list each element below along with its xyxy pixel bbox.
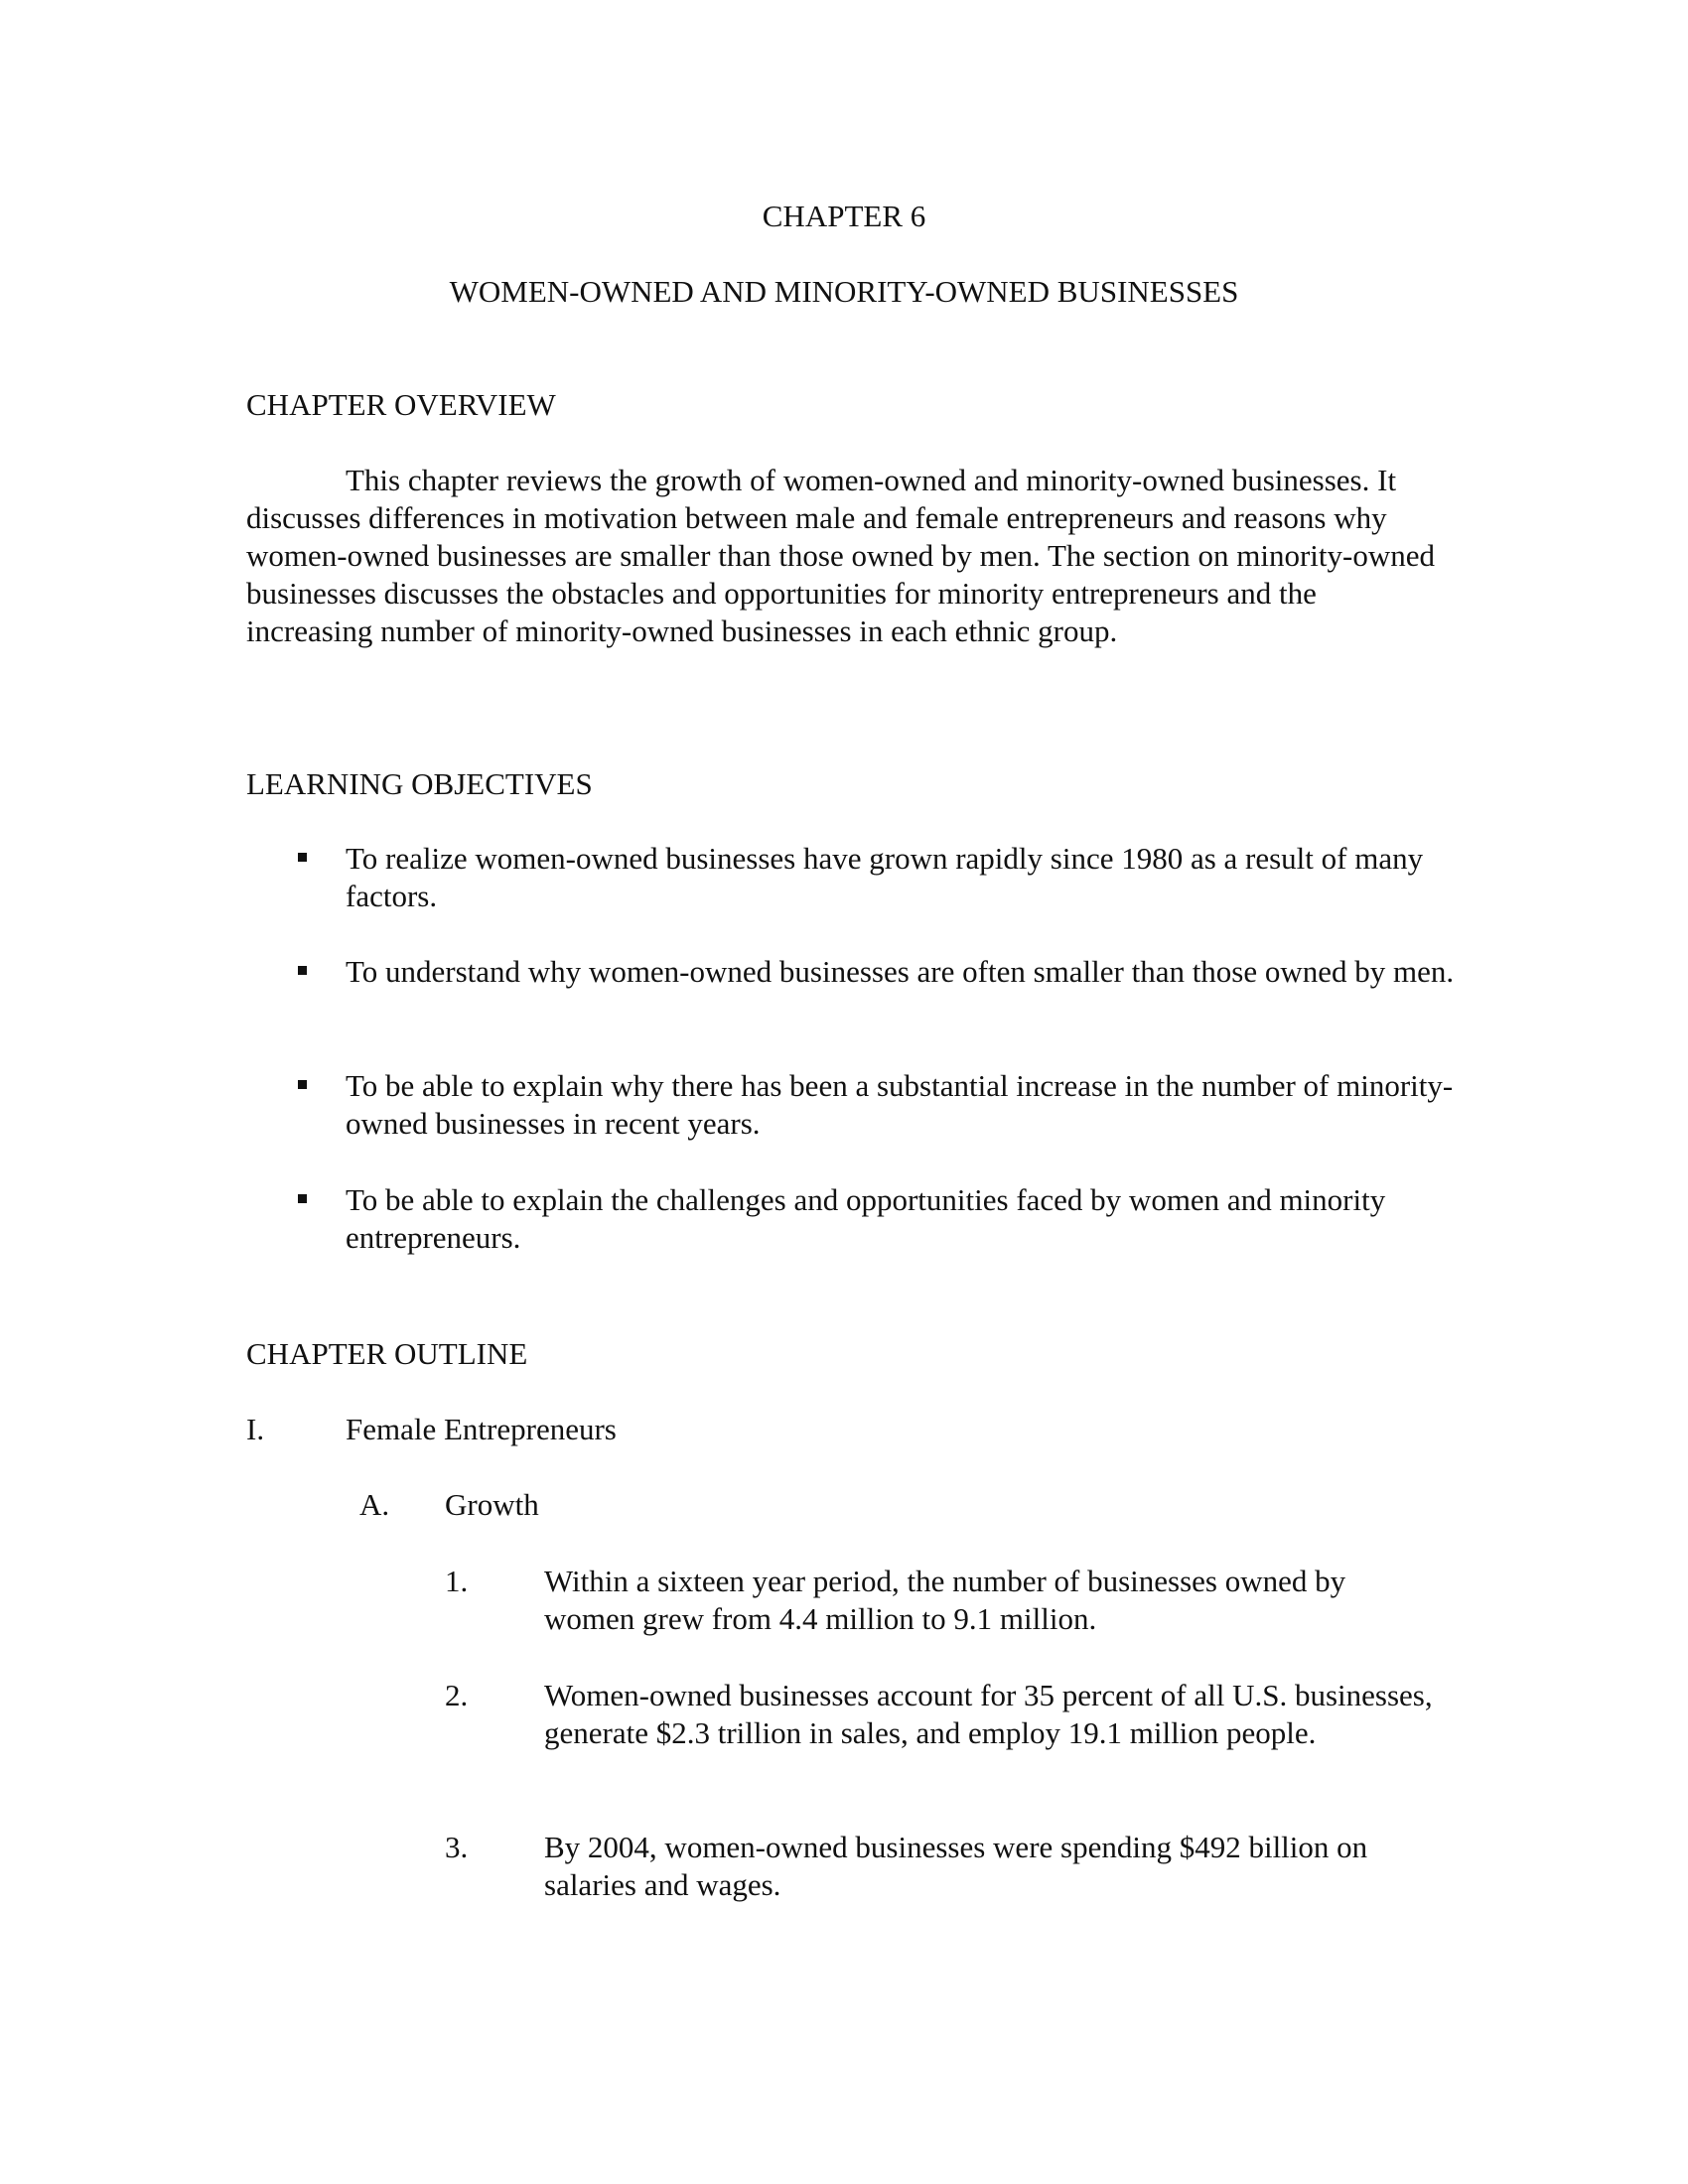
objective-text: To be able to explain why there has been a substantial increase in the number of minority-owned businesses in recent years. [346, 1068, 1454, 1141]
bullet-icon [298, 853, 307, 862]
bullet-icon [298, 1194, 307, 1203]
bullet-icon [298, 1080, 307, 1089]
bullet-icon [298, 966, 307, 975]
objective-text: To understand why women-owned businesses are often smaller than those owned by men. [346, 954, 1455, 989]
outline-item-text: By 2004, women-owned businesses were spending $492 billion on salaries and wages. [544, 1830, 1368, 1902]
chapter-title: WOMEN-OWNED AND MINORITY-OWNED BUSINESSES [449, 274, 1239, 309]
outline-section-numeral: I. [246, 1412, 265, 1446]
overview-paragraph: This chapter reviews the growth of women-owned and minority-owned businesses. It discusses differences in motivation between male and female entrepreneurs and reasons why women-owned businesses are smaller than those owned by men. The section on minority-owned businesses discusses the obstacles and opportunities for minority entrepreneurs and the increasing number of minority-owned businesses in each ethnic group. [246, 463, 1435, 648]
objectives-heading: LEARNING OBJECTIVES [246, 766, 593, 801]
outline-item-number: 2. [445, 1678, 469, 1712]
objective-text: To realize women-owned businesses have grown rapidly since 1980 as a result of many factors. [346, 841, 1424, 913]
chapter-label: CHAPTER 6 [762, 199, 926, 233]
outline-sub-title: Growth [445, 1487, 539, 1522]
objective-text: To be able to explain the challenges and opportunities faced by women and minority entrepreneurs. [346, 1182, 1386, 1255]
outline-item-number: 1. [445, 1564, 469, 1598]
outline-item-text: Within a sixteen year period, the number of businesses owned by women grew from 4.4 million to 9.1 million. [544, 1564, 1346, 1636]
outline-sub-letter: A. [359, 1487, 390, 1522]
outline-heading: CHAPTER OUTLINE [246, 1336, 528, 1371]
outline-item-text: Women-owned businesses account for 35 percent of all U.S. businesses, generate $2.3 trillion in sales, and employ 19.1 million people. [544, 1678, 1433, 1750]
outline-item-number: 3. [445, 1830, 469, 1864]
outline-section-title: Female Entrepreneurs [346, 1412, 617, 1446]
overview-heading: CHAPTER OVERVIEW [246, 387, 556, 422]
